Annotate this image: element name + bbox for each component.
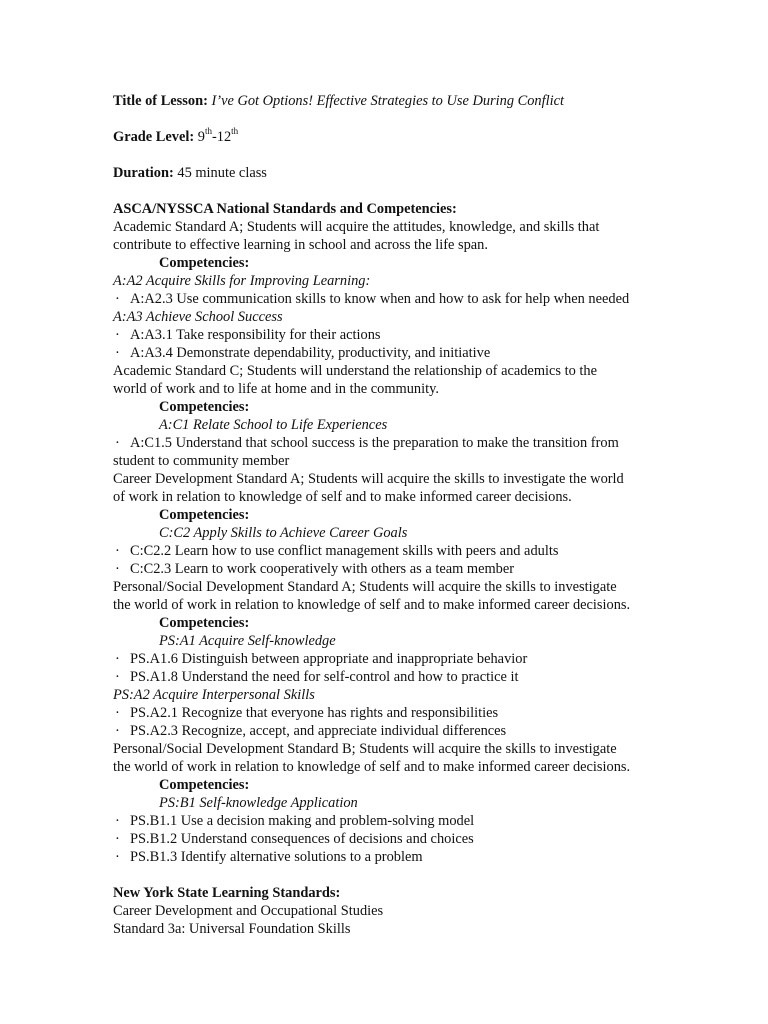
bullet-icon: · <box>115 543 120 559</box>
competencies-label: Competencies: <box>159 615 250 631</box>
list-item: · PS.B1.1 Use a decision making and problem-solving model <box>115 813 475 829</box>
standard-text: Personal/Social Development Standard A; Students will acquire the skills to investigate <box>113 579 617 595</box>
lesson-title-label: Title of Lesson: <box>113 93 208 109</box>
grade-end-sup: th <box>231 126 239 137</box>
bullet-icon: · <box>115 345 120 361</box>
list-item: · A:A3.4 Demonstrate dependability, productivity, and initiative <box>115 345 491 361</box>
duration-value: 45 minute class <box>177 165 267 181</box>
standard-text: of work in relation to knowledge of self and to make informed career decisions. <box>113 489 572 505</box>
list-item: · A:A2.3 Use communication skills to know when and how to ask for help when needed <box>115 291 630 307</box>
list-item: · PS.A1.8 Understand the need for self-control and how to practice it <box>115 669 519 685</box>
list-item: · PS.A2.1 Recognize that everyone has rights and responsibilities <box>115 705 499 721</box>
bullet-icon: · <box>115 723 120 739</box>
bullet-icon: · <box>115 291 120 307</box>
competencies-label: Competencies: <box>159 777 250 793</box>
standard-text: the world of work in relation to knowledge of self and to make informed career decisions. <box>113 759 631 775</box>
nys-heading: New York State Learning Standards: <box>113 885 341 901</box>
lesson-plan-page <box>113 92 673 938</box>
bullet-icon: · <box>115 651 120 667</box>
nys-line: Standard 3a: Universal Foundation Skills <box>113 921 351 937</box>
list-item: · A:C1.5 Understand that school success is the preparation to make the transition from <box>115 435 619 451</box>
lesson-title-line <box>113 92 673 110</box>
grade-start: 9 <box>197 129 205 145</box>
bullet-icon: · <box>115 813 120 829</box>
standard-text: Career Development Standard A; Students will acquire the skills to investigate the world <box>113 471 624 487</box>
list-item: · C:C2.3 Learn to work cooperatively with others as a team member <box>115 561 515 577</box>
competencies-label: Competencies: <box>159 507 250 523</box>
competency-subheading: A:C1 Relate School to Life Experiences <box>159 417 388 433</box>
bullet-icon: · <box>115 435 120 451</box>
bullet-icon: · <box>115 849 120 865</box>
nys-line: Career Development and Occupational Studies <box>113 903 384 919</box>
standard-text: contribute to effective learning in school and across the life span. <box>113 237 488 253</box>
standard-text: Academic Standard A; Students will acquire the attitudes, knowledge, and skills that <box>113 219 600 235</box>
asca-heading: ASCA/NYSSCA National Standards and Competencies: <box>113 201 457 217</box>
grade-level-line <box>113 128 673 146</box>
grade-start-sup: th <box>204 126 212 137</box>
list-item: · PS.B1.3 Identify alternative solutions to a problem <box>115 849 423 865</box>
list-item: · PS.A1.6 Distinguish between appropriate and inappropriate behavior <box>115 651 528 667</box>
standard-text: the world of work in relation to knowledge of self and to make informed career decisions. <box>113 597 631 613</box>
competency-subheading: PS:B1 Self-knowledge Application <box>159 795 358 811</box>
list-item: · PS.A2.3 Recognize, accept, and appreciate individual differences <box>115 723 507 739</box>
bullet-icon: · <box>115 669 120 685</box>
competency-subheading: A:A3 Achieve School Success <box>113 309 283 325</box>
duration-line <box>113 164 673 182</box>
competency-subheading: A:A2 Acquire Skills for Improving Learning: <box>113 273 371 289</box>
competencies-label: Competencies: <box>159 255 250 271</box>
bullet-icon: · <box>115 561 120 577</box>
standard-text: Academic Standard C; Students will understand the relationship of academics to the <box>113 363 597 379</box>
bullet-icon: · <box>115 831 120 847</box>
list-item-continuation: student to community member <box>113 453 290 469</box>
lesson-title-value: I’ve Got Options! Effective Strategies to Use During Conflict <box>211 93 564 109</box>
list-item: · C:C2.2 Learn how to use conflict management skills with peers and adults <box>115 543 559 559</box>
standard-text: world of work and to life at home and in the community. <box>113 381 439 397</box>
competency-subheading: C:C2 Apply Skills to Achieve Career Goals <box>159 525 408 541</box>
list-item: · A:A3.1 Take responsibility for their actions <box>115 327 381 343</box>
competency-subheading: PS:A2 Acquire Interpersonal Skills <box>113 687 315 703</box>
duration-label: Duration: <box>113 165 174 181</box>
grade-sep: -12 <box>211 129 232 145</box>
bullet-icon: · <box>115 705 120 721</box>
grade-level-label: Grade Level: <box>113 129 195 145</box>
bullet-icon: · <box>115 327 120 343</box>
standard-text: Personal/Social Development Standard B; Students will acquire the skills to investigate <box>113 741 617 757</box>
competencies-label: Competencies: <box>159 399 250 415</box>
list-item: · PS.B1.2 Understand consequences of decisions and choices <box>115 831 474 847</box>
competency-subheading: PS:A1 Acquire Self-knowledge <box>159 633 336 649</box>
